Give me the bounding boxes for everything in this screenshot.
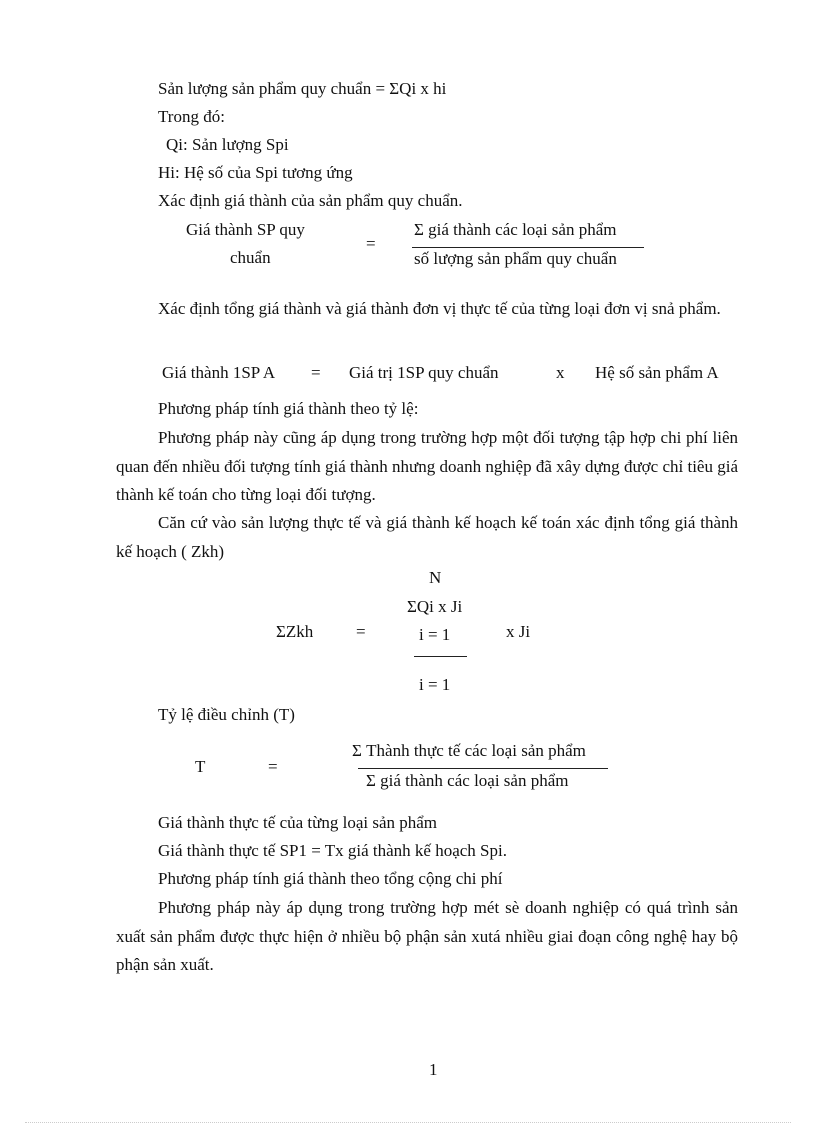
line-xac-dinh: Xác định giá thành của sản phẩm quy chuẩn.	[158, 191, 463, 210]
formula3-left: ΣZkh	[276, 622, 314, 641]
formula4-equals: =	[268, 757, 278, 776]
formula3-times-j: x Ji	[506, 622, 531, 641]
formula4-fraction-line	[358, 768, 608, 769]
formula1-left-line1: Giá thành SP quy	[186, 220, 305, 239]
formula3-equals: =	[356, 622, 366, 641]
formula2-middle: Giá trị 1SP quy chuẩn	[349, 363, 499, 382]
formula1-left-line2: chuẩn	[230, 248, 271, 267]
formula4-left: T	[195, 757, 206, 776]
paragraph-tong-gia-thanh: Xác định tổng giá thành và giá thành đơn vị thực tế của từng loại đơn vị snả phẩm.	[158, 299, 721, 318]
formula3-fraction-line	[414, 656, 467, 657]
paragraph-tong-cong: Phương pháp này áp dụng trong trường hợp mét sè doanh nghiệp có quá trình sản xuất sản phẩm được thực hiện ở nhiều bộ phận sản xutá nhiều giai đoạn công nghệ hay bộ phận sản xuất.	[116, 898, 738, 974]
formula3-n: N	[429, 568, 442, 587]
line-gia-thanh-thuc-te: Giá thành thực tế của từng loại sản phẩm	[158, 813, 438, 832]
line-hi: Hi: Hệ số của Spi tương ứng	[158, 163, 353, 182]
line-qi: Qi: Sản lượng Spi	[166, 135, 289, 154]
heading-tong-cong-chi-phi: Phương pháp tính giá thành theo tổng cộng chi phí	[158, 869, 503, 888]
paragraph-can-cu: Căn cứ vào sản lượng thực tế và giá thành kế hoạch kế toán xác định tổng giá thành kế hoạch ( Zkh)	[116, 513, 738, 561]
formula1-denominator: số lượng sản phẩm quy chuẩn	[414, 249, 617, 268]
formula1-equals: =	[366, 234, 376, 253]
heading-ty-le: Phương pháp tính giá thành theo tỷ lệ:	[158, 399, 419, 418]
formula3-i1-bottom: i = 1	[419, 675, 451, 694]
formula1-numerator: Σ giá thành các loại sản phẩm	[414, 220, 617, 239]
heading-ty-le-dieu-chinh: Tỷ lệ điều chỉnh (T)	[158, 705, 295, 724]
line-quy-chuan: Sản lượng sản phẩm quy chuẩn = ΣQi x hi	[158, 79, 447, 98]
formula2-left: Giá thành 1SP A	[162, 363, 276, 382]
formula4-denominator: Σ giá thành các loại sản phẩm	[366, 771, 569, 790]
formula2-right: Hệ số sản phẩm A	[595, 363, 719, 382]
formula2-times: x	[556, 363, 565, 382]
formula3-sum: ΣQi x Ji	[407, 597, 463, 616]
paragraph-ty-le: Phương pháp này cũng áp dụng trong trường hợp một đối tượng tập hợp chi phí liên quan đến nhiều đối tượng tính giá thành nhưng doanh nghiệp đã xây dựng được chỉ tiêu giá thành kế toán cho từng loại đối tượng.	[116, 428, 738, 504]
line-trong-do: Trong đó:	[158, 107, 225, 126]
formula2-equals: =	[311, 363, 321, 382]
formula4-numerator: Σ Thành thực tế các loại sản phẩm	[352, 741, 586, 760]
formula3-i1-top: i = 1	[419, 625, 451, 644]
page-number: 1	[429, 1060, 438, 1079]
line-gia-thanh-sp1: Giá thành thực tế SP1 = Tx giá thành kế hoạch Spi.	[158, 841, 507, 860]
